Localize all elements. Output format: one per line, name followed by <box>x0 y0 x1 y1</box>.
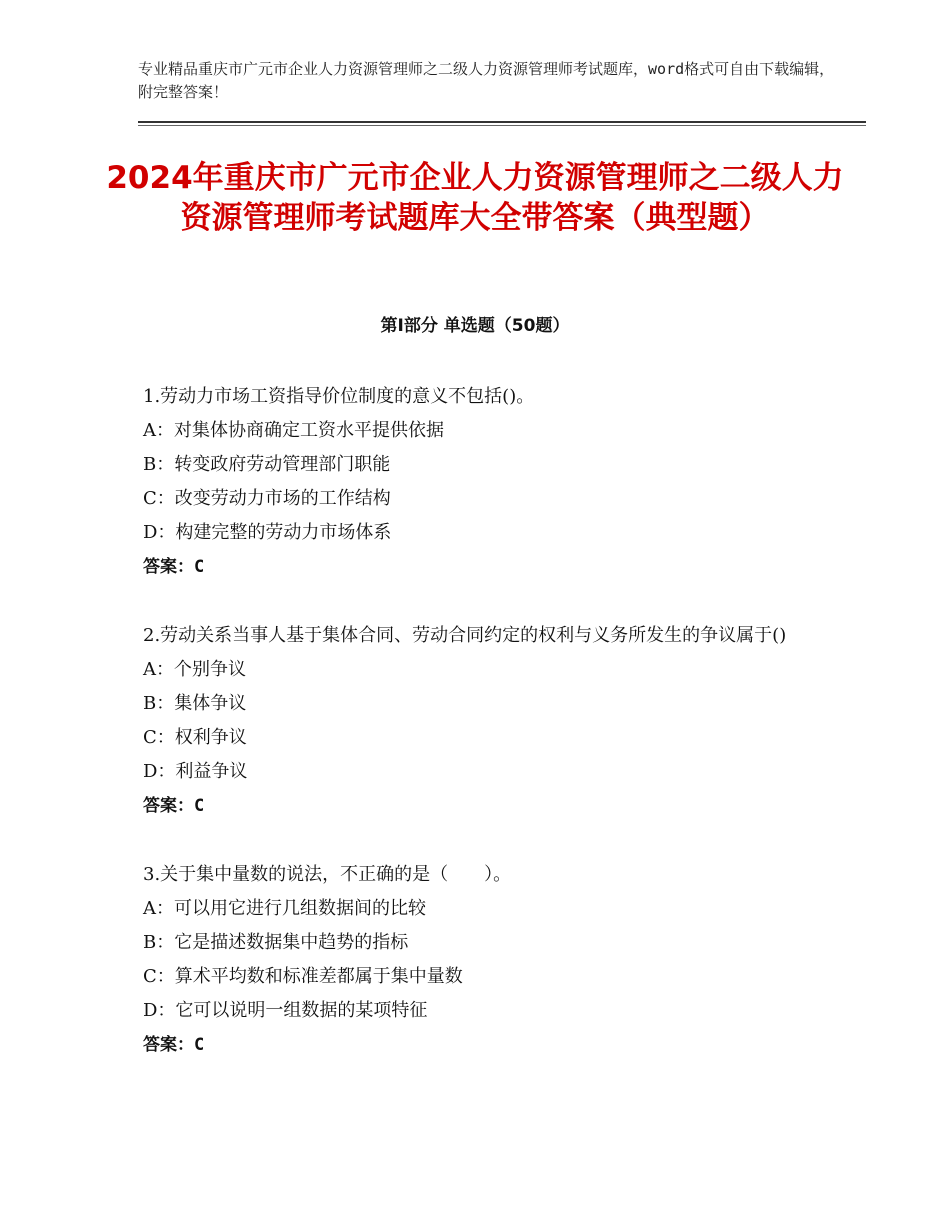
option-a: A：对集体协商确定工资水平提供依据 <box>143 420 444 441</box>
header-note: 专业精品重庆市广元市企业人力资源管理师之二级人力资源管理师考试题库，word格式可自由下载编辑，附完整答案！ <box>138 60 835 101</box>
answer-label: 答案： <box>143 1035 194 1055</box>
answer-label: 答案： <box>143 557 194 577</box>
answer-value: C <box>194 557 205 577</box>
question-2 <box>143 619 823 823</box>
answer-line <box>143 550 823 584</box>
answer-value: C <box>194 796 205 816</box>
option-a: A：可以用它进行几组数据间的比较 <box>143 898 426 919</box>
document-title: 2024年重庆市广元市企业人力资源管理师之二级人力资源管理师考试题库大全带答案（典型题） <box>106 160 844 236</box>
option-b: B：转变政府劳动管理部门职能 <box>143 454 391 475</box>
question-stem: 2.劳动关系当事人基于集体合同、劳动合同约定的权利与义务所发生的争议属于() <box>143 625 787 646</box>
option-b: B：它是描述数据集中趋势的指标 <box>143 932 409 953</box>
question-1 <box>143 380 823 584</box>
option-d: D：它可以说明一组数据的某项特征 <box>143 1000 428 1021</box>
question-stem: 1.劳动力市场工资指导价位制度的意义不包括()。 <box>143 386 535 407</box>
answer-line <box>143 789 823 823</box>
option-c: C：改变劳动力市场的工作结构 <box>143 488 391 509</box>
answer-line <box>143 1028 823 1062</box>
question-list <box>143 380 823 1097</box>
answer-value: C <box>194 1035 205 1055</box>
option-d: D：利益争议 <box>143 761 248 782</box>
section-heading: 第Ⅰ部分 单选题（50题） <box>380 316 570 336</box>
question-stem: 3.关于集中量数的说法，不正确的是（ ）。 <box>143 864 512 885</box>
header-divider <box>138 121 866 123</box>
option-c: C：算术平均数和标准差都属于集中量数 <box>143 966 463 987</box>
question-3 <box>143 858 823 1062</box>
header-divider-thin <box>138 125 866 126</box>
option-b: B：集体争议 <box>143 693 247 714</box>
answer-label: 答案： <box>143 796 194 816</box>
option-c: C：权利争议 <box>143 727 247 748</box>
option-a: A：个别争议 <box>143 659 246 680</box>
option-d: D：构建完整的劳动力市场体系 <box>143 522 392 543</box>
